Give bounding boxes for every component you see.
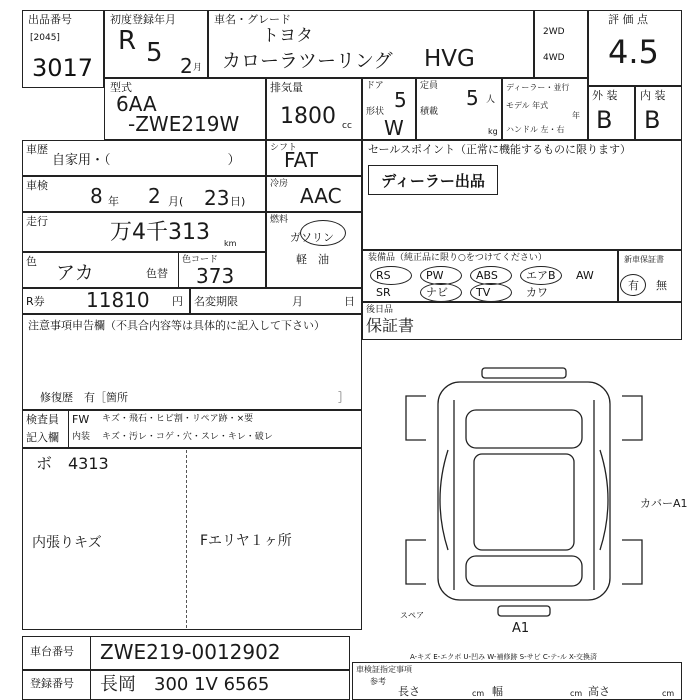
capacity-unit: 人 xyxy=(486,95,496,105)
equipment-label: 装備品（純正品に限り○をつけてください） xyxy=(368,253,547,263)
load-unit: kg xyxy=(488,127,498,136)
equipment-row2-item: ナビ xyxy=(426,286,448,299)
cc-label: 排気量 xyxy=(270,81,303,94)
door-label: ドア xyxy=(366,81,384,91)
hand-notes-divider xyxy=(186,450,187,628)
ext-label: 外 装 xyxy=(592,89,618,102)
dimensions-label: 車検証指定事項 xyxy=(356,665,412,674)
dim-length-label: 長さ xyxy=(398,685,420,698)
maker: トヨタ xyxy=(262,26,313,46)
deadline-label: 名変期限 xyxy=(194,295,238,308)
chassis-value: ZWE219-0012902 xyxy=(100,640,281,664)
score-label: 評 価 点 xyxy=(608,13,648,26)
equipment-row1-item-circle xyxy=(370,266,412,285)
inspector-code: FW xyxy=(72,413,90,426)
inspection-day: 23 xyxy=(204,186,230,210)
plate-value: 長岡 300 1V 6565 xyxy=(100,674,270,695)
dim-height-unit: cm xyxy=(662,689,675,698)
first-reg-month: 2 xyxy=(180,54,193,78)
later-label: 後日品 xyxy=(366,305,394,315)
dealer-badge: ディーラー出品 xyxy=(368,165,498,195)
mileage-value: 万4千313 xyxy=(110,220,210,245)
int-label: 内 装 xyxy=(640,89,666,102)
dealer-label: ディーラー・並行 xyxy=(506,83,570,92)
dim-length-unit: cm xyxy=(472,689,485,698)
repair-close: ］ xyxy=(338,391,349,404)
first-reg-year: 5 xyxy=(146,38,163,68)
equipment-row1-item: PW xyxy=(426,269,444,282)
warranty-label: 新車保証書 xyxy=(624,255,664,264)
sales-points-box xyxy=(362,140,682,250)
fuel-gas-circle xyxy=(300,220,346,246)
type-line2: -ZWE219W xyxy=(128,112,240,136)
dim-width-unit: cm xyxy=(570,689,583,698)
inspector-int-prefix: 内装 xyxy=(72,432,91,442)
color-tone-label: 色替 xyxy=(146,267,168,280)
cc-unit: cc xyxy=(342,121,352,131)
model-year-label: モデル 年式 xyxy=(506,101,549,110)
color-code-value: 373 xyxy=(196,264,235,288)
capacity-label: 定員 xyxy=(420,81,439,91)
chassis-label: 車台番号 xyxy=(30,645,74,658)
diagram-legend: A-キズ E-エクボ U-凹み W-補修跡 S-サビ C-テ-ル X-交換済 xyxy=(410,653,598,661)
diagram-spare-label: スペア xyxy=(400,611,424,620)
shape-value: W xyxy=(384,116,404,140)
repair-label: 修復歴 有［箇所 xyxy=(40,391,128,404)
car-diagram xyxy=(362,340,682,630)
int-value: B xyxy=(644,106,661,134)
handle-label: ハンドル 左・右 xyxy=(506,125,565,134)
inspector-label-1: 検査員 xyxy=(26,413,59,426)
first-reg-label: 初度登録年月 xyxy=(110,13,176,26)
drive-box xyxy=(534,10,588,78)
warranty-yes: 有 xyxy=(628,279,639,292)
equipment-row2-item: SR xyxy=(376,286,391,299)
mileage-label: 走行 xyxy=(26,215,48,228)
fuel-diesel: 軽 油 xyxy=(296,253,329,266)
equipment-row1-item: AW xyxy=(576,269,594,282)
equipment-row2-item: カワ xyxy=(526,286,548,299)
year-unit: 年 xyxy=(572,111,580,120)
diagram-bottom-note: A1 xyxy=(512,621,530,636)
inspector-legend-2: キズ・汚レ・コゲ・穴・スレ・キレ・破レ xyxy=(102,432,273,442)
shift-label: シフト xyxy=(270,143,298,153)
name-label: 車名・グレード xyxy=(214,13,291,26)
equipment-row2-item-circle xyxy=(470,283,512,302)
door-value: 5 xyxy=(394,88,407,112)
later-value: 保証書 xyxy=(366,316,415,335)
recycle-label: R券 xyxy=(26,295,45,308)
hand-note-2: 内張りキズ xyxy=(32,535,102,551)
inspector-legend-1: キズ・飛石・ヒビ割・リペア跡・×要 xyxy=(102,414,254,424)
recycle-value: 11810 xyxy=(86,288,150,312)
type-line1: 6AA xyxy=(116,92,157,116)
model-name: カローラツーリング xyxy=(222,50,393,72)
color-value: アカ xyxy=(56,262,94,284)
warranty-yes-circle xyxy=(620,274,646,296)
lot-sub: [2045] xyxy=(30,33,60,43)
equipment-row1-item: ABS xyxy=(476,269,498,282)
diagram-cover-note: カバーA1 xyxy=(640,497,688,510)
score-value: 4.5 xyxy=(608,33,659,71)
dim-width-label: 幅 xyxy=(492,685,503,698)
usage-value: 自家用・（ ） xyxy=(52,153,241,168)
shape-label: 形状 xyxy=(366,107,385,117)
capacity-value: 5 xyxy=(466,86,479,110)
ac-value: AAC xyxy=(300,184,342,208)
color-divider xyxy=(178,252,179,288)
inspection-day-unit: 日) xyxy=(230,195,246,208)
hand-note-3: Fエリヤ１ヶ所 xyxy=(200,533,292,549)
dimensions-sub: 参考 xyxy=(370,677,386,686)
inspection-year: 8 xyxy=(90,184,103,208)
color-label: 色 xyxy=(26,255,37,268)
hand-note-1: ボ 4313 xyxy=(36,454,109,473)
sales-points-label: セールスポイント（正常に機能するものに限ります） xyxy=(368,143,632,156)
load-label: 積載 xyxy=(420,107,439,117)
color-code-label: 色コード xyxy=(182,255,219,265)
type-label: 型式 xyxy=(110,81,132,94)
first-reg-era: R xyxy=(118,26,137,56)
plate-label: 登録番号 xyxy=(30,677,74,690)
ac-label: 冷房 xyxy=(270,179,289,189)
equipment-row2-item: TV xyxy=(476,286,491,299)
mileage-unit: km xyxy=(224,239,237,248)
inspection-year-unit: 年 xyxy=(108,195,119,208)
deadline-month-unit: 月 xyxy=(292,295,303,308)
inspector-divider xyxy=(68,410,69,448)
usage-label: 車歴 xyxy=(26,143,48,156)
drive-4wd: 4WD xyxy=(543,53,565,63)
fuel-label: 燃料 xyxy=(270,215,289,225)
inspection-month: 2 xyxy=(148,184,161,208)
inspection-month-unit: 月( xyxy=(168,195,184,208)
grade: HVG xyxy=(424,46,475,72)
warranty-no: 無 xyxy=(656,279,667,292)
equipment-row1-item: RS xyxy=(376,269,391,282)
lot-number: 3017 xyxy=(32,54,94,82)
deadline-day-unit: 日 xyxy=(344,295,355,308)
recycle-unit: 円 xyxy=(172,295,183,308)
fuel-gas: ガソリン xyxy=(290,231,334,244)
equipment-row1-item: エアB xyxy=(526,269,556,282)
drive-2wd: 2WD xyxy=(543,27,565,37)
ext-value: B xyxy=(596,106,613,134)
inspection-label: 車検 xyxy=(26,179,48,192)
shift-value: FAT xyxy=(284,148,319,172)
lot-label: 出品番号 xyxy=(28,13,72,26)
equipment-row2-item-circle xyxy=(420,283,462,302)
cc-value: 1800 xyxy=(280,104,336,129)
inspector-label-2: 記入欄 xyxy=(26,431,59,444)
dim-height-label: 高さ xyxy=(588,685,610,698)
notes-label: 注意事項申告欄（不具合内容等は具体的に記入して下さい） xyxy=(28,319,325,332)
equipment-row1-item-circle xyxy=(520,266,562,285)
first-reg-month-unit: 月 xyxy=(193,63,203,73)
